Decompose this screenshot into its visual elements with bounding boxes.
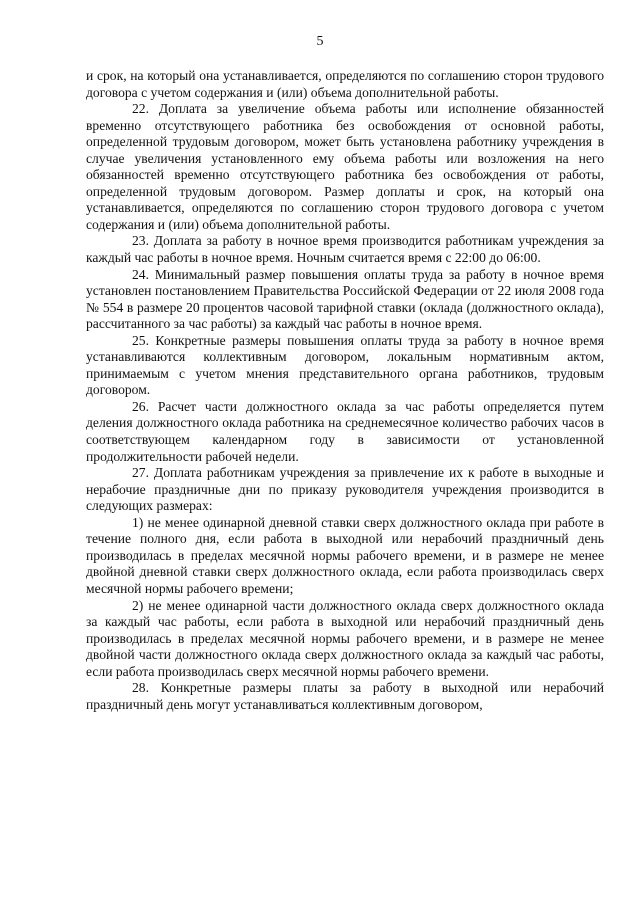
paragraph-28: 28. Конкретные размеры платы за работу в выходной или нерабочий праздничный день могут устанавливаться коллективным договором, (86, 680, 604, 712)
paragraph-26: 26. Расчет части должностного оклада за час работы определяется путем деления должностного оклада работника на среднемесячное количество рабочих часов в соответствующем календарном году в зависимости от установленной продолжительности рабочей недели. (86, 398, 604, 464)
paragraph-25: 25. Конкретные размеры повышения оплаты труда за работу в ночное время устанавливаются коллективным договором, локальным нормативным актом, принимаемым с учетом мнения представительного органа работников, трудовым договором. (86, 332, 604, 398)
paragraph-27: 27. Доплата работникам учреждения за привлечение их к работе в выходные и нерабочие праздничные дни по приказу руководителя учреждения производится в следующих размерах: (86, 465, 604, 514)
paragraph-24: 24. Минимальный размер повышения оплаты труда за работу в ночное время установлен постановлением Правительства Российской Федерации от 22 июля 2008 года № 554 в размере 20 процентов часовой тарифной ставки (оклада (должностного оклада), рассчитанного за час работы) за каждый час работы в ночное время. (86, 266, 604, 332)
paragraph-continuation: и срок, на который она устанавливается, определяются по соглашению сторон трудового договора с учетом содержания и (или) объема дополнительной работы. (86, 68, 604, 100)
paragraph-27-item-1: 1) не менее одинарной дневной ставки сверх должностного оклада при работе в течение полного дня, если работа в выходной или нерабочий праздничный день производилась в пределах месячной нормы рабочего времени, и в размере не менее двойной дневной ставки сверх должностного оклада, если работа производилась сверх месячной нормы рабочего времени; (86, 514, 604, 596)
document-body (86, 68, 604, 713)
page-number: 5 (316, 34, 324, 49)
paragraph-22: 22. Доплата за увеличение объема работы или исполнение обязанностей временно отсутствующего работника без освобождения от основной работы, определенной трудовым договором, может быть установлена работнику учреждения в случае увеличения установленного ему объема работы или возложения на него обязанностей временно отсутствующего работника без освобождения от работы, определенной трудовым договором. Размер доплаты и срок, на который она устанавливается, определяются по соглашению сторон трудового договора с учетом содержания и (или) объема дополнительной работы. (86, 101, 604, 232)
paragraph-27-item-2: 2) не менее одинарной части должностного оклада сверх должностного оклада за каждый час работы, если работа в выходной или нерабочий праздничный день производилась в пределах месячной нормы рабочего времени, и в размере не менее двойной части должностного оклада сверх должностного оклада за каждый час работы, если работа производилась сверх месячной нормы рабочего времени. (86, 597, 604, 679)
paragraph-23: 23. Доплата за работу в ночное время производится работникам учреждения за каждый час работы в ночное время. Ночным считается время с 22:00 до 06:00. (86, 233, 604, 266)
